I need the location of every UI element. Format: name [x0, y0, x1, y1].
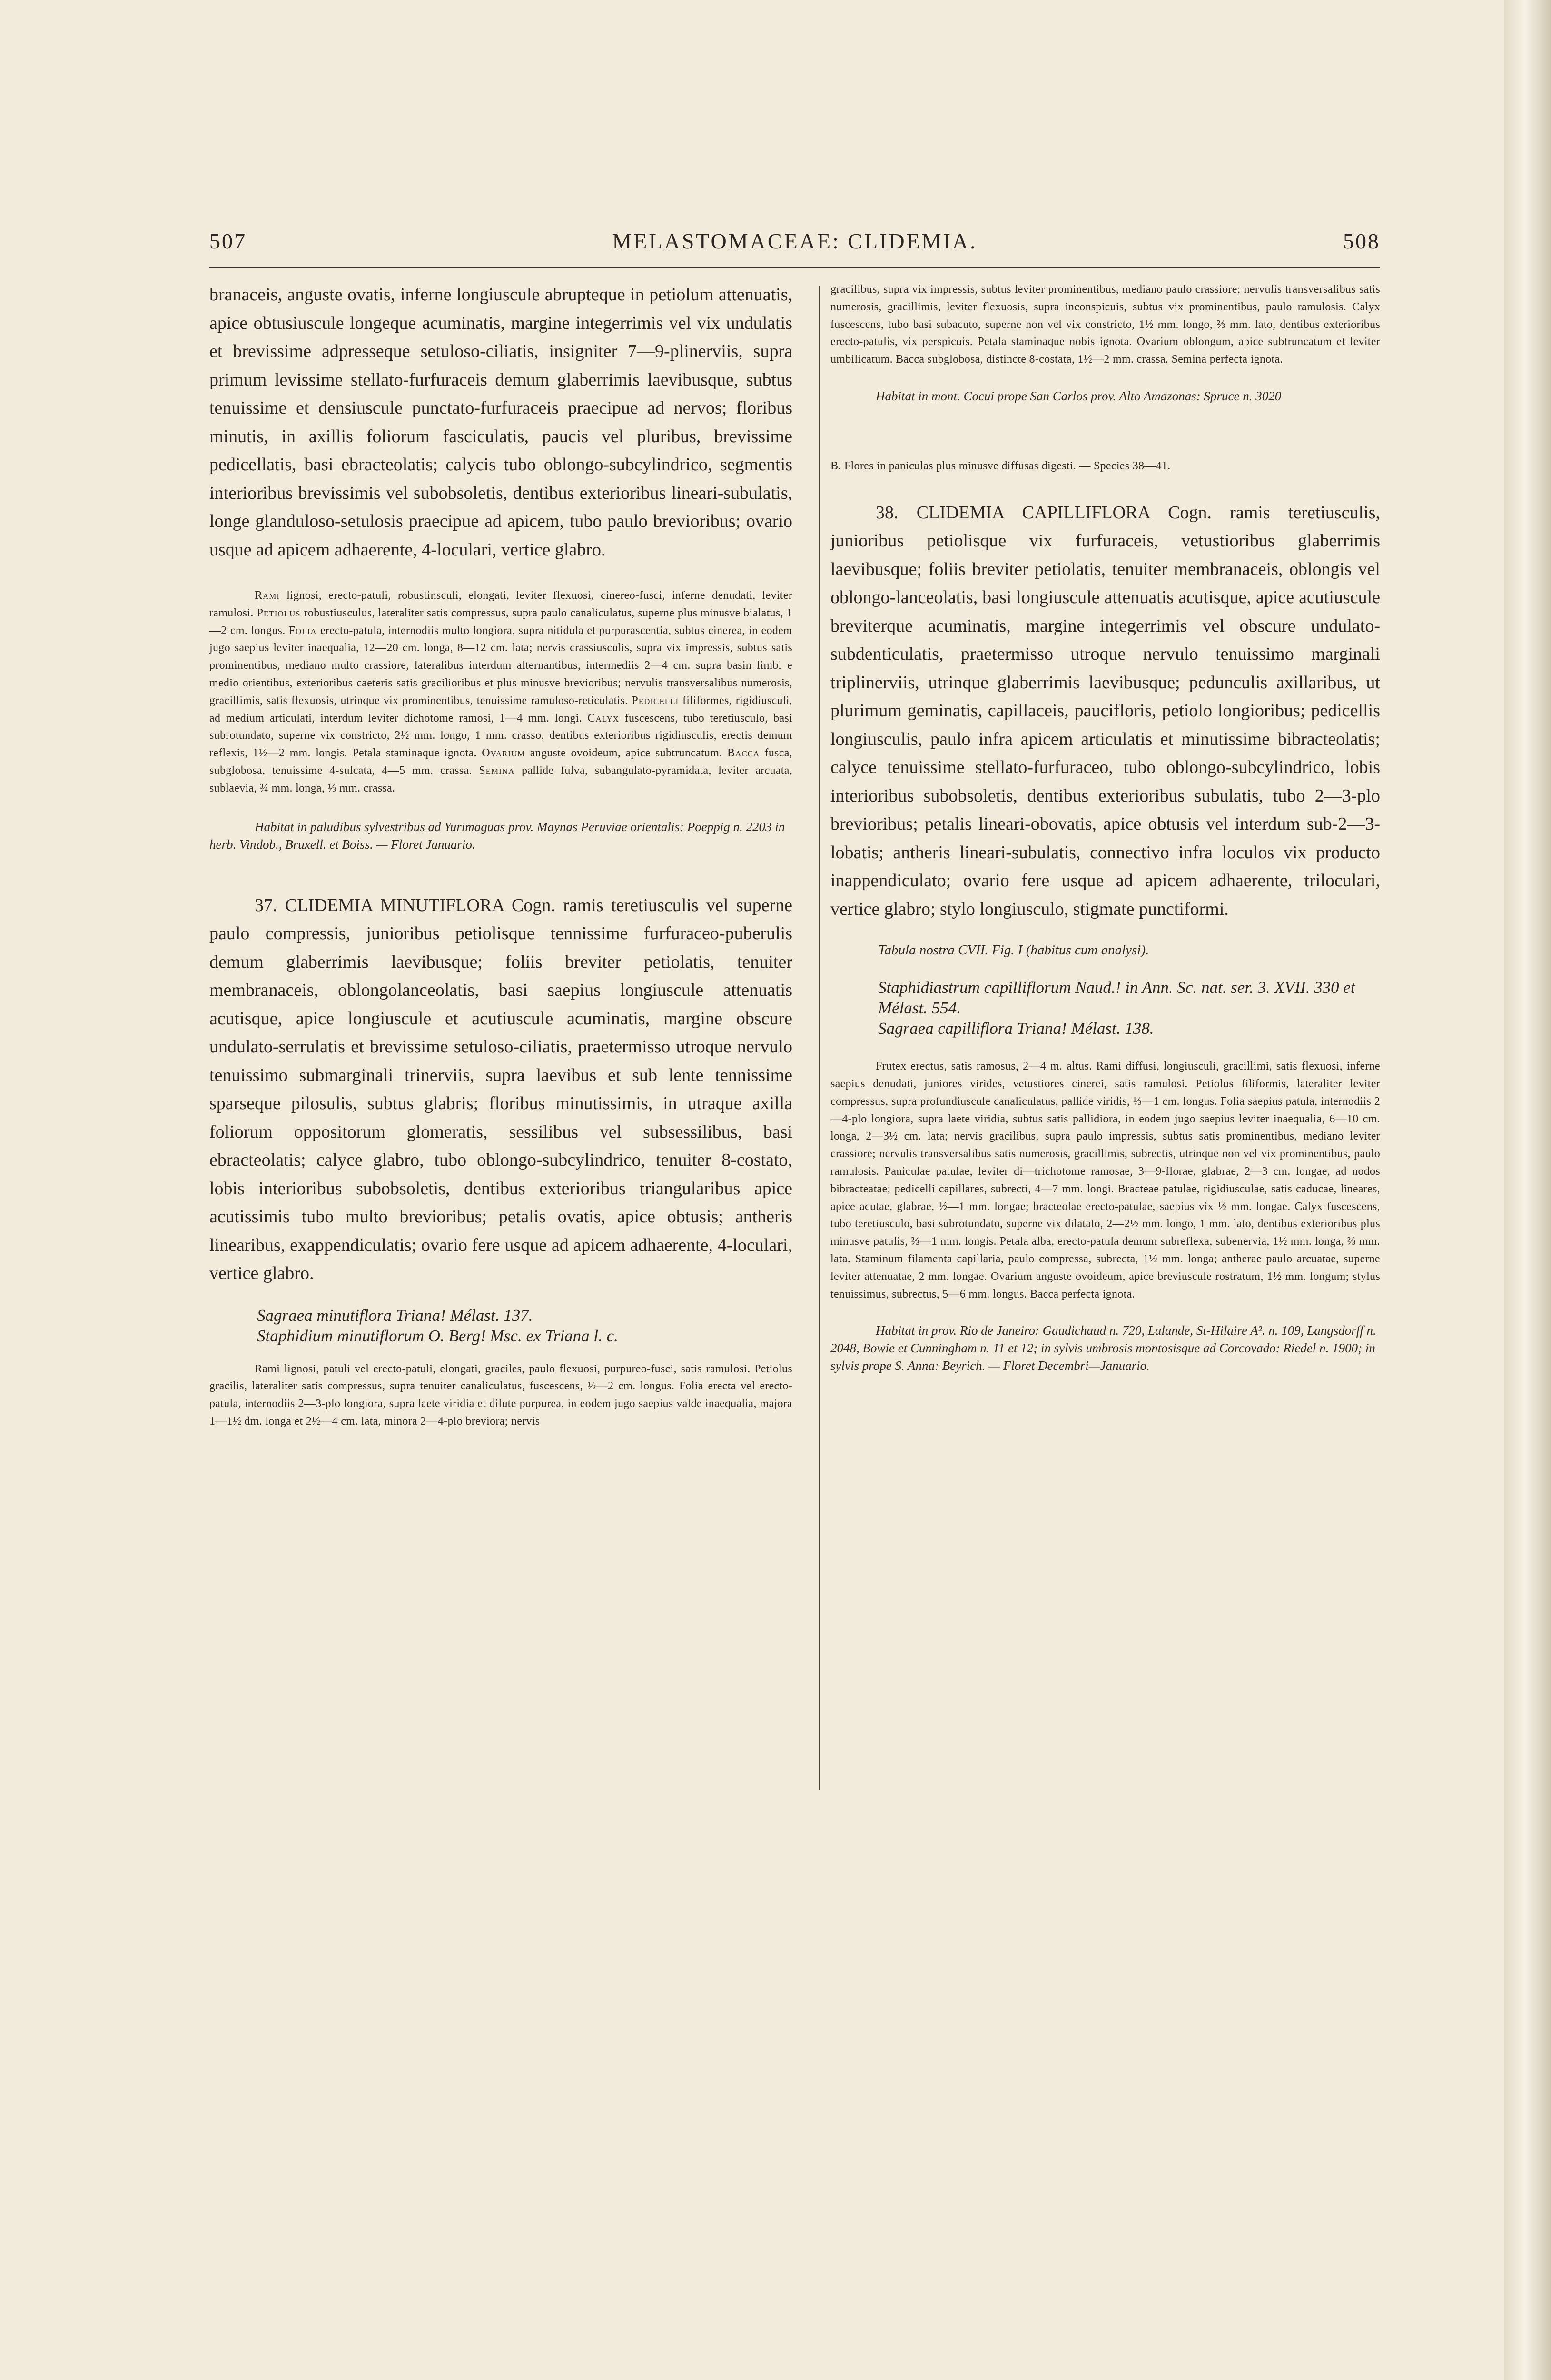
species-37-synonym-1: Sagraea minutiflora Triana! Mélast. 137. [257, 1306, 533, 1325]
page-number-left: 507 [209, 229, 247, 253]
page-number-right: 508 [1343, 229, 1380, 253]
plate-caption: Tabula nostra CVII. Fig. I (habitus cum analysi). [878, 942, 1149, 958]
species-36-description: Rami lignosi, erecto-patuli, robustinsculi, elongati, leviter flexuosi, cinereo-fusci, inferne denudati, leviter ramulosi. Petiolus robustiusculus, lateraliter satis compressus, supra paulo canaliculatus, superne plus minusve bialatus, 1—2 cm. longus. Folia erecto-patula, internodiis multo longiora, supra nitidula et purpurascentia, subtus cinerea, in eodem jugo saepius leviter inaequalia, 12—20 cm. longa, 8—12 cm. lata; nervis crassiusculis, supra vix impressis, subtus satis prominentibus, mediano multo crassiore, lateralibus interdum alternantibus, intermediis 2—4 cm. supra basin limbi e medio orientibus, exterioribus caeteris satis gracilioribus et plus minusve brevioribus; nervulis transversalibus numerosis, gracillimis, satis flexuosis, utrinque vix prominentibus, tenuissime ramuloso-reticulatis. Pedicelli filiformes, rigidiusculi, ad medium articulati, interdum leviter dichotome ramosi, 1—4 mm. longi. Calyx fuscescens, tubo teretiusculo, basi subrotundato, superne vix constricto, 2½ mm. longo, 1 mm. crasso, dentibus exterioribus rigidiusculis, erectis demum reflexis, 1½—2 mm. longis. Petala staminaque ignota. Ovarium anguste ovoideum, apice subtruncatum. Bacca fusca, subglobosa, tenuissime 4-sulcata, 4—5 mm. crassa. Semina pallide fulva, subangulato-pyramidata, leviter arcuata, sublaevia, ¾ mm. longa, ⅓ mm. crassa. [209, 589, 793, 794]
species-37-heading: 37. CLIDEMIA MINUTIFLORA Cogn. [255, 895, 555, 915]
species-36-habitat: Habitat in paludibus sylvestribus ad Yurimaguas prov. Maynas Peruviae orientalis: Poeppig n. 2203 in herb. Vindob., Bruxell. et Boiss. — Floret Januario. [209, 819, 785, 852]
species-36-diagnosis-continued: branaceis, anguste ovatis, inferne longiuscule abrupteque in petiolum attenuatis, apice obtusiuscule longeque acuminatis, margine integerrimis vel vix undulatis et brevissime adpresseque setuloso-ciliatis, insigniter 7—9-plinerviis, supra primum levissime stellato-furfuraceis demum glaberrimis laevibusque, subtus tenuissime et densiuscule punctato-furfuraceis praecipue ad nervos; floribus minutis, in axillis foliorum fasciculatis, paucis vel pluribus, brevissime pedicellatis, basi ebracteolatis; calycis tubo oblongo-subcylindrico, segmentis interioribus brevissimis vel subobsoletis, dentibus exterioribus lineari-subulatis, longe glanduloso-setulosis praecipue ad apicem, tubo paulo brevioribus; ovario usque ad apicem adhaerente, 4-loculari, vertice glabro. [209, 285, 792, 560]
header-rule [209, 267, 1380, 268]
species-37-diagnosis: 37. CLIDEMIA MINUTIFLORA Cogn. ramis teretiusculis vel superne paulo compressis, junioribus petiolisque tennissime furfuraceo-puberulis demum glaberrimis laevibusque; foliis breviter petiolatis, tenuiter membranaceis, oblongolanceolatis, basi saepius longiuscule attenuatis acutisque, apice longiuscule et acutiuscule acuminatis, margine obscure undulato-serrulatis et brevissime setuloso-ciliatis, praetermisso utroque nervulo tenuissimo submarginali trinerviis, supra laevibus et sub lente tennissime sparseque pilosulis, subtus glabris; floribus minutissimis, in utraque axilla foliorum oppositorum glomeratis, sessilibus vel subsessilibus, basi ebracteolatis; calyce glabro, tubo oblongo-subcylindrico, tenuiter 8-costato, lobis interioribus subobsoletis, dentibus exterioribus triangularibus apice acutissimis tubo multo brevioribus; petalis ovatis, apice obtusis; antheris linearibus, exappendiculatis; ovario fere usque ad apicem adhaerente, 4-loculari, vertice glabro. [209, 895, 792, 1284]
section-b-heading: B. Flores in paniculas plus minusve diffusas digesti. — Species 38—41. [830, 459, 1171, 472]
species-37-description: Rami lignosi, patuli vel erecto-patuli, elongati, graciles, paulo flexuosi, purpureo-fusci, satis ramulosi. Petiolus gracilis, lateraliter satis compressus, supra tenuiter canaliculatus, fuscescens, ½—2 cm. longus. Folia erecta vel erecto-patula, internodiis 2—3-plo longiora, supra laete viridia et dilute purpurea, in eodem jugo saepius valde inaequalia, majora 1—1½ dm. longa et 2½—4 cm. lata, minora 2—4-plo breviora; nervis [209, 1362, 792, 1428]
species-38-synonym-1: Staphidiastrum capilliflorum Naud.! in Ann. Sc. nat. ser. 3. XVII. 330 et Mélast. 554. [878, 978, 1355, 1018]
species-38-synonym-2: Sagraea capilliflora Triana! Mélast. 138. [878, 1019, 1154, 1038]
column-divider [819, 286, 820, 1790]
right-column [830, 281, 1380, 1375]
species-37-synonym-2: Staphidium minutiflorum O. Berg! Msc. ex Triana l. c. [257, 1326, 618, 1345]
species-37-description-continued: gracilibus, supra vix impressis, subtus leviter prominentibus, mediano paulo crassiore; nervulis transversalibus satis numerosis, gracillimis, leviter flexuosis, supra inconspicuis, subtus vix prominentibus, paulo ramulosis. Calyx fuscescens, tubo basi subacuto, superne non vel vix constricto, 1½ mm. longo, ⅔ mm. lato, dentibus exterioribus erecto-patulis, vix perspicuis. Petala staminaque nobis ignota. Ovarium oblongum, apice subtruncatum et leviter umbilicatum. Bacca subglobosa, distincte 8-costata, 1½—2 mm. crassa. Semina perfecta ignota. [830, 283, 1380, 366]
running-title: MELASTOMACEAE: CLIDEMIA. [612, 229, 978, 253]
species-38-habitat: Habitat in prov. Rio de Janeiro: Gaudichaud n. 720, Lalande, St-Hilaire A². n. 109, Langsdorff n. 2048, Bowie et Cunningham n. 11 et 12; in sylvis umbrosis montosisque ad Corcovado: Riedel n. 1900; in sylvis prope S. Anna: Beyrich. — Floret Decembri—Januario. [830, 1323, 1376, 1373]
species-38-description: Frutex erectus, satis ramosus, 2—4 m. altus. Rami diffusi, longiusculi, gracillimi, satis flexuosi, inferne saepius denudati, juniores virides, vetustiores cinerei, satis ramulosi. Petiolus filiformis, lateraliter leviter compressus, supra profundiuscule canaliculatus, pallide viridis, ⅓—1 cm. longus. Folia saepius patula, internodiis 2—4-plo longiora, supra laete viridia, subtus satis pallidiora, in eodem jugo saepius leviter inaequalia, 6—10 cm. longa, 2—3½ cm. lata; nervis gracilibus, supra paulo impressis, subtus satis prominentibus, mediano leviter crassiore; nervulis transversalibus satis numerosis, gracillimis, subrectis, utrinque non vel vix prominentibus, paulo ramulosis. Paniculae patulae, leviter di—trichotome ramosae, 3—9-florae, glabrae, 2—3 cm. longae, ad nodos bibracteatae; pedicelli capillares, subrecti, 4—7 mm. longi. Bracteae patulae, rigidiusculae, satis caducae, lineares, apice acutae, glabrae, ½—1 mm. longae; bracteolae erecto-patulae, saepius vix ½ mm. longae. Calyx fuscescens, tubo teretiusculo, basi subrotundato, superne vix dilatato, 2—2½ mm. longo, 1 mm. lato, dentibus exterioribus plus minusve patulis, ⅔—1 mm. longis. Petala alba, erecto-patula demum subreflexa, subenervia, 1½ mm. longa, ⅔ mm. lata. Staminum filamenta capillaria, paulo compressa, subrecta, 1½ mm. longa; antherae paulo arcuatae, superne leviter attenuatae, 2 mm. longae. Ovarium anguste ovoideum, apice breviuscule rostratum, 1½ mm. longum; stylus tenuissimus, subrectus, 5—6 mm. longus. Bacca perfecta ignota. [830, 1060, 1380, 1300]
species-37-habitat: Habitat in mont. Cocui prope San Carlos prov. Alto Amazonas: Spruce n. 3020 [876, 388, 1282, 403]
species-38-heading: 38. CLIDEMIA CAPILLIFLORA Cogn. [876, 502, 1212, 523]
page-gutter [1504, 0, 1551, 2380]
running-header [209, 228, 1380, 267]
species-38-diagnosis: 38. CLIDEMIA CAPILLIFLORA Cogn. ramis teretiusculis, junioribus petiolisque vix furfuraceis, vetustioribus glaberrimis laevibusque; foliis breviter petiolatis, tenuiter membranaceis, oblongis vel oblongo-lanceolatis, basi longiuscule attenuatis acutisque, apice acutiuscule breviterque acuminatis, margine integerrimis vel obscure undulato-subdenticulatis, praetermisso utroque nervulo tenuissimo marginali triplinerviis, utrinque glaberrimis laevibusque; pedunculis axillaribus, ut plurimum geminatis, capillaceis, paucifloris, petiolo longioribus; pedicellis longiusculis, paulo infra apicem articulatis et minutissime bibracteolatis; calyce tenuissime stellato-furfuraceo, tubo oblongo-subcylindrico, lobis interioribus subobsoletis, dentibus exterioribus subulatis, tubo 2—3-plo brevioribus; petalis lineari-obovatis, apice obtusis vel interdum sub-2—3-lobatis; antheris lineari-subulatis, connectivo infra loculos vix producto inappendiculato; ovario fere usque ad apicem adhaerente, triloculari, vertice glabro; stylo longiusculo, stigmate punctiformi. [830, 502, 1380, 919]
left-column [209, 281, 792, 1430]
